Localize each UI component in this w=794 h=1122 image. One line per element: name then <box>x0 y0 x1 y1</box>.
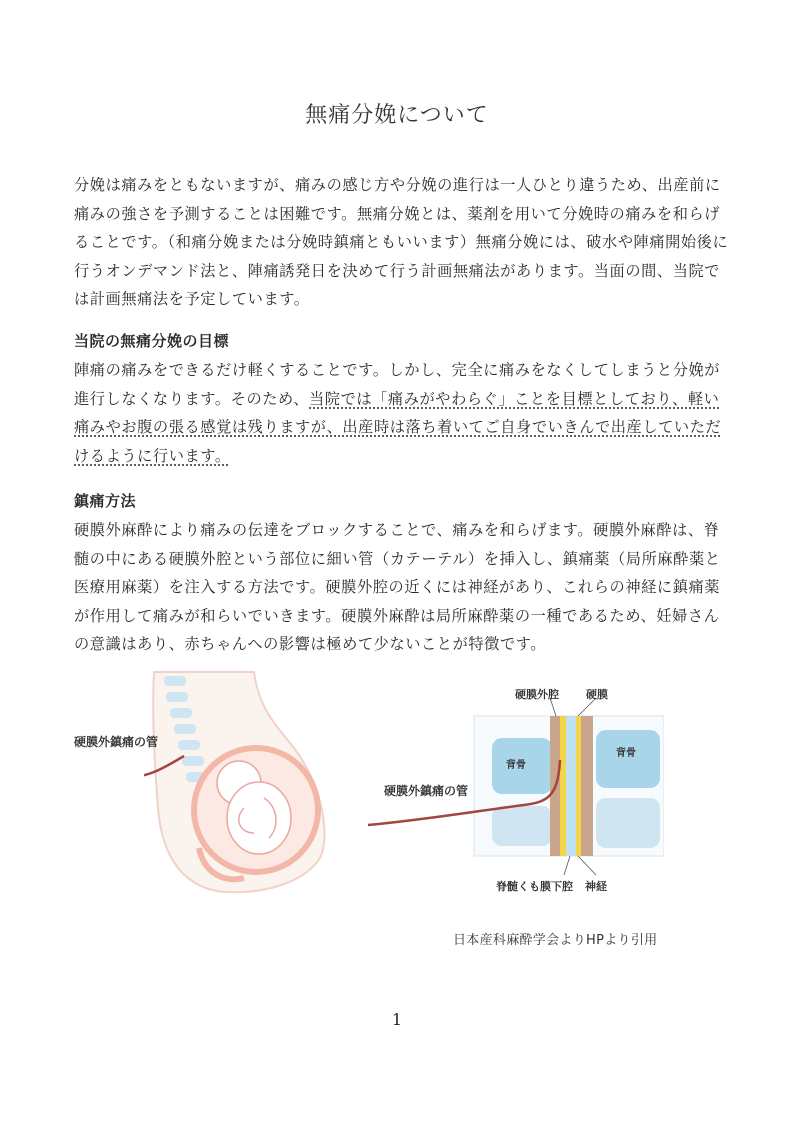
subarachnoid-label: 脊髄くも膜下腔 <box>496 880 573 893</box>
epidural-space-label: 硬膜外腔 <box>515 688 559 701</box>
pointer-line <box>564 856 570 875</box>
pointer-line <box>578 856 596 875</box>
page-title: 無痛分娩について <box>305 103 489 128</box>
goal-heading: 当院の無痛分娩の目標 <box>74 332 230 350</box>
goal-underlined-text: 当院では「痛みがやわらぐ」ことを目標としており、軽い痛みやお腹の張る感覚は残りますが、出産時は落ち着いてご自身でいきんで出産していただけるように行います。 <box>74 389 722 465</box>
vertebra-right-lower <box>596 798 660 848</box>
pregnancy-illustration <box>144 668 330 896</box>
method-heading: 鎮痛方法 <box>74 492 137 510</box>
epidural-tissue-right <box>581 716 593 856</box>
nerve-band <box>560 716 566 856</box>
dura-label: 硬膜 <box>586 688 608 701</box>
dura-band <box>576 716 581 856</box>
method-paragraph: 硬膜外麻酔により痛みの伝達をブロックすることで、痛みを和らげます。硬膜外麻酔は、脊髄の中にある硬膜外腔という部位に細い管（カテーテル）を挿入し、鎮痛薬（局所麻酔薬と医療用麻薬）を注入する方法です。硬膜外腔の近くには神経があり、これらの神経に鎮痛薬が作用して痛みが和らいでいきます。硬膜外麻酔は局所麻酔薬の一種であるため、妊婦さんの意識はあり、赤ちゃんへの影響は極めて少ないことが特徴です。 <box>74 521 721 653</box>
subarachnoid-space <box>566 716 576 856</box>
vertebra-label-right: 背骨 <box>616 748 636 759</box>
page-number: 1 <box>391 1010 403 1029</box>
nerve-label: 神経 <box>585 880 607 893</box>
vertebra-left-lower <box>492 806 552 846</box>
left-catheter-label: 硬膜外鎮痛の管 <box>74 735 159 749</box>
goal-text: 陣痛の痛みをできるだけ軽くすることです。しかし、完全に痛みをなくしてしまうと分娩が進行しなくなります。そのため、 <box>74 361 721 408</box>
goal-paragraph <box>74 356 734 470</box>
vertebra-right <box>596 730 660 788</box>
intro-paragraph: 分娩は痛みをともないますが、痛みの感じ方や分娩の進行は一人ひとり違うため、出産前に痛みの強さを予測することは困難です。無痛分娩とは、薬剤を用いて分娩時の痛みを和らげることです。（和痛分娩または分娩時鎮痛ともいいます）無痛分娩には、破水や陣痛開始後に行うオンデマンド法と、陣痛誘発日を決めて行う計画無痛法があります。当面の間、当院では計画無痛法を予定しています。 <box>74 176 729 308</box>
vertebra-label-left: 背骨 <box>506 760 526 771</box>
right-catheter-label: 硬膜外鎮痛の管 <box>384 784 469 798</box>
figure-caption: 日本産科麻酔学会よりHPより引用 <box>453 933 658 948</box>
